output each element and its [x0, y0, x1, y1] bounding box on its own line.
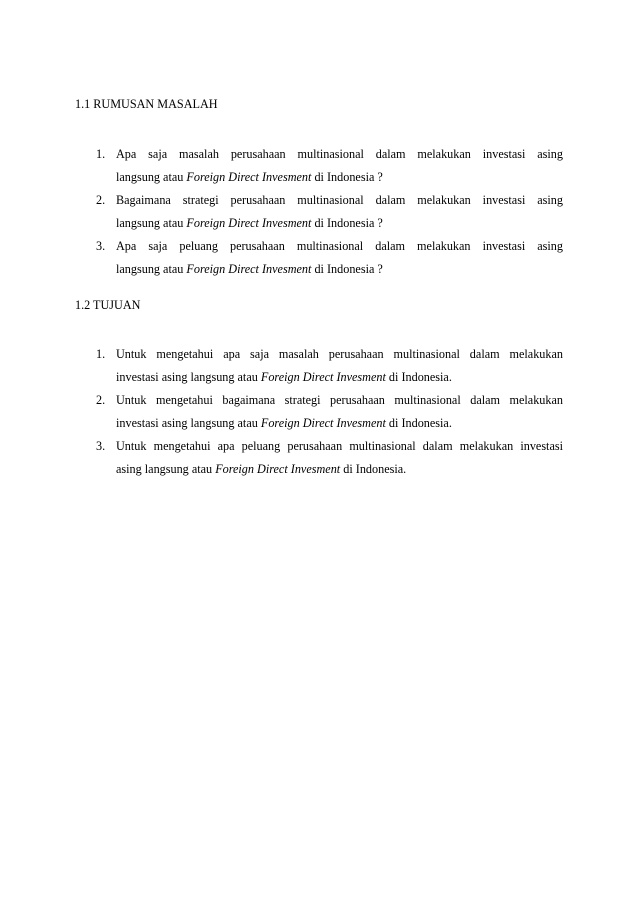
list-item-text: di Indonesia ? [314, 262, 383, 276]
italic-term: Foreign Direct Invesment [186, 216, 312, 230]
list-item-number: 1. [96, 147, 106, 161]
list-item-line [116, 258, 563, 281]
list-item-text: investasi asing langsung atau [116, 416, 258, 430]
list-item-line: Apa saja peluang perusahaan multinasional dalam melakukan investasi asing [116, 239, 563, 253]
list-item-text: asing langsung atau [116, 462, 213, 476]
list-item-line [116, 212, 563, 235]
list-item-line: Untuk mengetahui apa saja masalah perusahaan multinasional dalam melakukan [116, 347, 563, 361]
list-item-line [116, 458, 563, 481]
list-item [96, 389, 563, 435]
list-item-text: langsung atau [116, 170, 184, 184]
list-item-text: di Indonesia. [388, 416, 452, 430]
section-heading-tujuan: 1.2 TUJUAN [75, 298, 141, 312]
list-item-text: di Indonesia. [388, 370, 452, 384]
italic-term: Foreign Direct Invesment [186, 262, 312, 276]
list-item-text: di Indonesia ? [314, 170, 383, 184]
list-item-number: 3. [96, 239, 106, 253]
list-item-line [116, 366, 563, 389]
list-item-number: 2. [96, 393, 106, 407]
list-item-line: Untuk mengetahui apa peluang perusahaan multinasional dalam melakukan investasi [116, 439, 563, 453]
list-item [96, 343, 563, 389]
section-heading-rumusan-masalah: 1.1 RUMUSAN MASALAH [75, 97, 218, 111]
list-item [96, 435, 563, 481]
list-item-line: Apa saja masalah perusahaan multinasional dalam melakukan investasi asing [116, 147, 563, 161]
list-item [96, 235, 563, 281]
list-item [96, 143, 563, 189]
list-item-number: 3. [96, 439, 106, 453]
italic-term: Foreign Direct Invesment [215, 462, 341, 476]
tujuan-list [96, 343, 563, 481]
rumusan-masalah-list [96, 143, 563, 281]
list-item-line: Untuk mengetahui bagaimana strategi perusahaan multinasional dalam melakukan [116, 393, 563, 407]
list-item-text: di Indonesia. [343, 462, 407, 476]
list-item-text: investasi asing langsung atau [116, 370, 258, 384]
list-item-text: langsung atau [116, 216, 184, 230]
italic-term: Foreign Direct Invesment [260, 370, 386, 384]
list-item [96, 189, 563, 235]
list-item-text: di Indonesia ? [314, 216, 383, 230]
list-item-number: 1. [96, 347, 106, 361]
list-item-line [116, 166, 563, 189]
list-item-line [116, 412, 563, 435]
italic-term: Foreign Direct Invesment [260, 416, 386, 430]
list-item-line: Bagaimana strategi perusahaan multinasional dalam melakukan investasi asing [116, 193, 563, 207]
italic-term: Foreign Direct Invesment [186, 170, 312, 184]
list-item-text: langsung atau [116, 262, 184, 276]
list-item-number: 2. [96, 193, 106, 207]
